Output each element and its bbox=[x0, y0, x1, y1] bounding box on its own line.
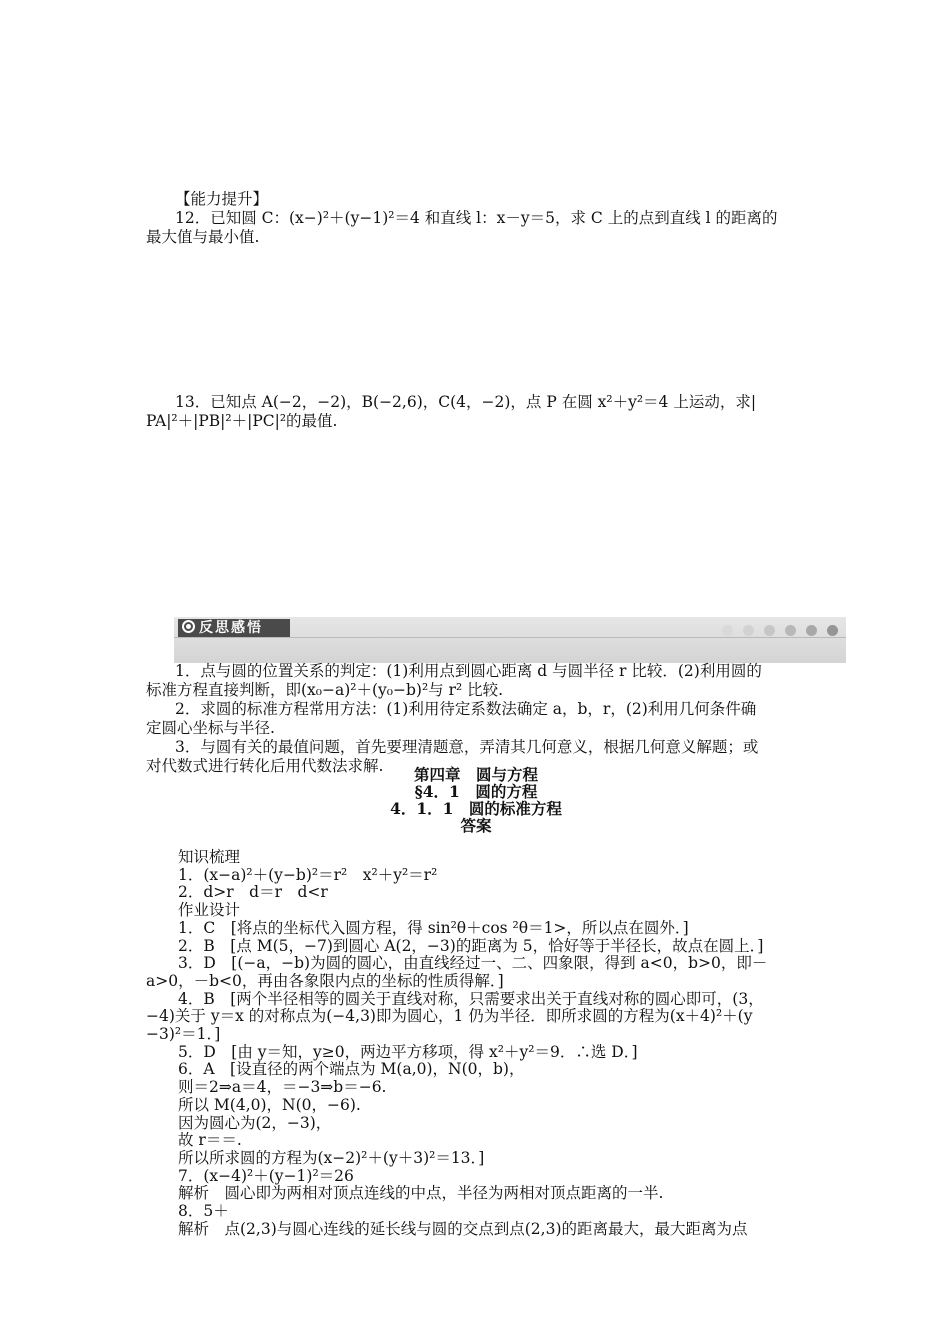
q13-line-1: 13．已知点 A(−2，−2)，B(−2,6)，C(4，−2)，点 P 在圆 x²＋y²＝4 上运动，求| bbox=[175, 393, 757, 411]
q13-line-2: PA|²＋|PB|²＋|PC|²的最值. bbox=[146, 412, 338, 430]
dot-icon bbox=[827, 625, 838, 636]
reflection-line: 标准方程直接判断，即(x₀−a)²＋(y₀−b)²与 r² 比较. bbox=[146, 681, 504, 699]
answer-line: 解析 点(2,3)与圆心连线的延长线与圆的交点到点(2,3)的距离最大，最大距离为点 bbox=[178, 1219, 748, 1238]
answer-line: 4．B [两个半径相等的圆关于直线对称，只需要求出关于直线对称的圆心即可，(3， bbox=[178, 989, 764, 1008]
banner-title bbox=[178, 619, 290, 637]
answer-line: 2．d>r d＝r d<r bbox=[178, 883, 328, 902]
q12-line-2: 最大值与最小值. bbox=[146, 228, 260, 246]
answer-line: 8．5＋ bbox=[178, 1202, 229, 1221]
q13-block bbox=[146, 393, 806, 431]
answer-line: 1．(x−a)²＋(y−b)²＝r² x²＋y²＝r² bbox=[178, 865, 438, 884]
reflection-line: 1．点与圆的位置关系的判定：(1)利用点到圆心距离 d 与圆半径 r 比较．(2)利用圆的 bbox=[175, 662, 762, 680]
answer-line: 因为圆心为(2，−3)， bbox=[178, 1113, 332, 1132]
chapter-heading bbox=[146, 766, 806, 834]
ability-heading: 【能力提升】 bbox=[175, 190, 269, 208]
answer-line: 作业设计 bbox=[178, 901, 241, 920]
banner-dots bbox=[712, 622, 838, 640]
answer-line: 3．D [(−a，−b)为圆的圆心，由直线经过一、二、四象限，得到 a<0，b>0，即－ bbox=[178, 954, 768, 973]
answer-line: 所以所求圆的方程为(x−2)²＋(y＋3)²＝13．] bbox=[178, 1148, 485, 1167]
answer-line: 知识梳理 bbox=[178, 848, 241, 866]
reflection-line: 2．求圆的标准方程常用方法：(1)利用待定系数法确定 a，b，r，(2)利用几何条件确 bbox=[175, 700, 757, 718]
answer-line: 2．B [点 M(5，−7)到圆心 A(2，−3)的距离为 5，恰好等于半径长，故点在圆上．] bbox=[178, 936, 764, 955]
answer-line: 7．(x−4)²＋(y−1)²＝26 bbox=[178, 1166, 354, 1185]
dot-icon bbox=[743, 625, 754, 636]
target-icon bbox=[182, 620, 195, 633]
dot-icon bbox=[764, 625, 775, 636]
section-title: §4．1 圆的方程 bbox=[414, 782, 538, 801]
reflection-line: 定圆心坐标与半径. bbox=[146, 719, 275, 737]
answer-line: −4)关于 y＝x 的对称点为(−4,3)即为圆心，1 仍为半径．即所求圆的方程为(x＋4)²＋(y bbox=[146, 1007, 753, 1026]
answers-title: 答案 bbox=[460, 816, 492, 835]
answer-line: 6．A [设直径的两个端点为 M(a,0)，N(0，b)， bbox=[178, 1060, 525, 1079]
ability-section bbox=[146, 190, 806, 247]
answer-line: 所以 M(4,0)，N(0，−6). bbox=[178, 1095, 361, 1114]
dot-icon bbox=[785, 625, 796, 636]
answer-line: −3)²＝1．] bbox=[146, 1025, 221, 1044]
reflection-banner bbox=[174, 617, 846, 663]
reflection-line: 3．与圆有关的最值问题，首先要理清题意，弄清其几何意义，根据几何意义解题；或 bbox=[175, 738, 759, 756]
banner-title-text: 反思感悟 bbox=[199, 620, 263, 636]
answer-line: 故 r＝＝. bbox=[178, 1131, 242, 1150]
answer-line: 解析 圆心即为两相对顶点连线的中点，半径为两相对顶点距离的一半. bbox=[178, 1184, 664, 1203]
answer-line: a>0，－b<0，再由各象限内点的坐标的性质得解．] bbox=[146, 971, 504, 990]
subsection-title: 4．1．1 圆的标准方程 bbox=[390, 799, 562, 818]
dot-icon bbox=[806, 625, 817, 636]
q12-line-1: 12．已知圆 C：(x−)²＋(y−1)²＝4 和直线 l：x－y＝5，求 C 上的点到直线 l 的距离的 bbox=[175, 209, 778, 227]
answer-line: 5．D [由 y＝知，y≥0，两边平方移项，得 x²＋y²＝9．∴选 D．] bbox=[178, 1042, 638, 1061]
chapter-title: 第四章 圆与方程 bbox=[413, 765, 538, 784]
answers-section bbox=[146, 849, 806, 1238]
reflection-section bbox=[146, 662, 806, 776]
answer-line: 则＝2⇒a＝4，＝−3⇒b＝−6. bbox=[178, 1078, 387, 1097]
dot-icon bbox=[722, 625, 733, 636]
reflection-line: 对代数式进行转化后用代数法求解. bbox=[146, 757, 384, 775]
answer-line: 1．C [将点的坐标代入圆方程，得 sin²θ＋cos ²θ＝1>，所以点在圆外．] bbox=[178, 918, 689, 937]
